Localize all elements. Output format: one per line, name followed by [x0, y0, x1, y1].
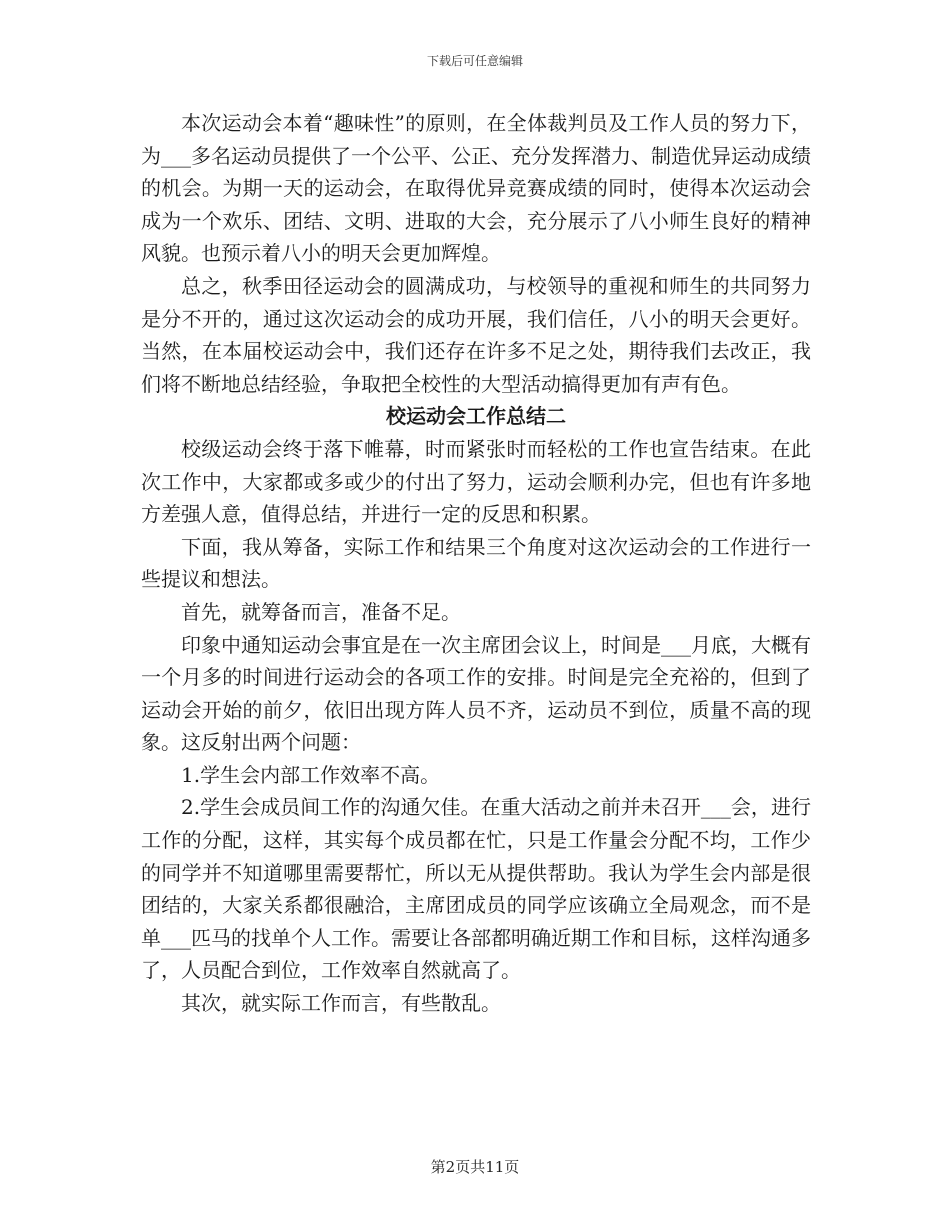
page-number: 第2页共11页 [430, 1158, 520, 1176]
paragraph-4: 下面，我从筹备，实际工作和结果三个角度对这次运动会的工作进行一些提议和想法。 [141, 534, 811, 592]
list-item-1: 1.学生会内部工作效率不高。 [181, 762, 441, 787]
document-body [141, 107, 811, 1020]
paragraph-2: 总之，秋季田径运动会的圆满成功，与校领导的重视和师生的共同努力是分不开的，通过这次运动会的成功开展，我们信任，八小的明天会更好。当然，在本届校运动会中，我们还存在许多不足之处，期待我们去改正，我们将不断地总结经验，争取把全校性的大型活动搞得更加有声有色。 [141, 273, 811, 396]
paragraph-3: 校级运动会终于落下帷幕，时而紧张时而轻松的工作也宣告结束。在此次工作中，大家都或多或少的付出了努力，运动会顺利办完，但也有许多地方差强人意，值得总结，并进行一定的反思和积累。 [141, 436, 811, 527]
page-header-note: 下载后可任意编辑 [426, 54, 523, 68]
paragraph-6: 印象中通知运动会事宜是在一次主席团会议上，时间是___月底，大概有一个月多的时间进行运动会的各项工作的安排。时间是完全充裕的，但到了运动会开始的前夕，依旧出现方阵人员不齐，运动员不到位，质量不高的现象。这反射出两个问题： [141, 632, 811, 755]
section-heading: 校运动会工作总结二 [386, 404, 566, 429]
paragraph-9: 其次，就实际工作而言，有些散乱。 [181, 991, 501, 1016]
list-item-2: 2.学生会成员间工作的沟通欠佳。在重大活动之前并未召开___会，进行工作的分配，这样，其实每个成员都在忙，只是工作量会分配不均，工作少的同学并不知道哪里需要帮忙，所以无从提供帮助。我认为学生会内部是很团结的，大家关系都很融洽，主席团成员的同学应该确立全局观念，而不是单___匹马的找单个人工作。需要让各部都明确近期工作和目标，这样沟通多了，人员配合到位，工作效率自然就高了。 [141, 795, 811, 983]
paragraph-5: 首先，就筹备而言，准备不足。 [181, 599, 461, 624]
paragraph-1: 本次运动会本着“趣味性”的原则，在全体裁判员及工作人员的努力下，为___多名运动员提供了一个公平、公正、充分发挥潜力、制造优异运动成绩的机会。为期一天的运动会，在取得优异竞赛成绩的同时，使得本次运动会成为一个欢乐、团结、文明、进取的大会，充分展示了八小师生良好的精神风貌。也预示着八小的明天会更加辉煌。 [141, 111, 811, 266]
